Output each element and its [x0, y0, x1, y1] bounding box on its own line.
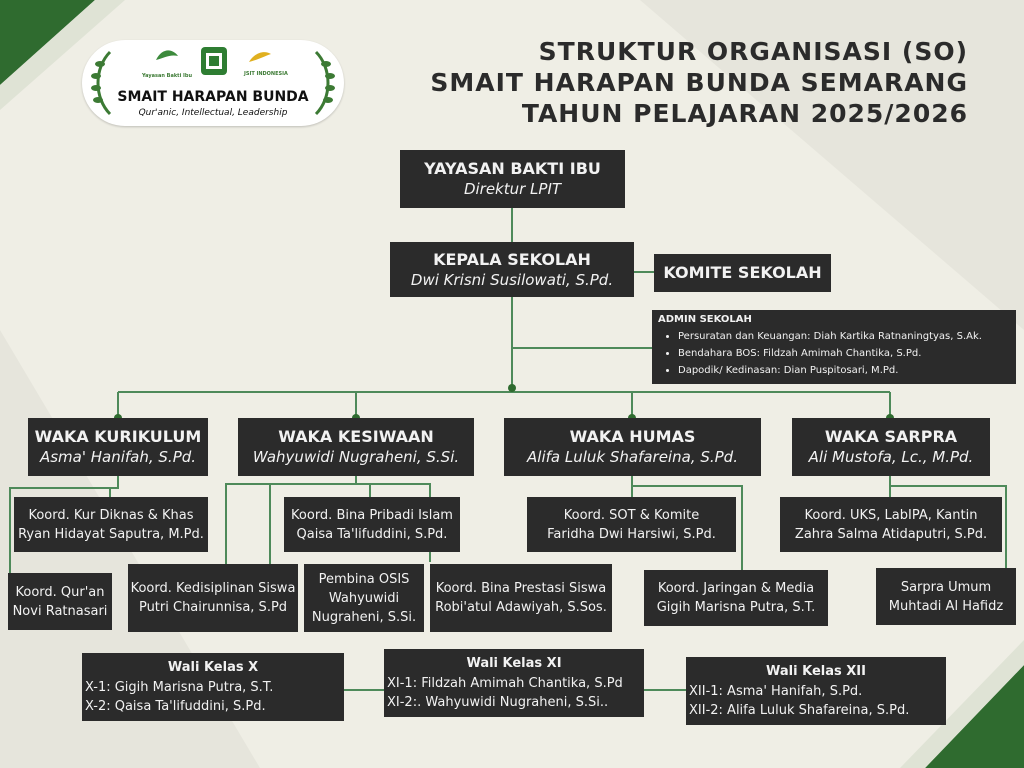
wali-kelas-xii-box: [686, 657, 946, 725]
admin-sekolah-list: [658, 328, 1010, 379]
waka-kurikulum-title: WAKA KURIKULUM: [34, 427, 202, 446]
koord-bina-pribadi-name: Qaisa Ta'lifuddini, S.Pd.: [296, 526, 448, 542]
waka-kesiswaan-title: WAKA KESIWAAN: [278, 427, 434, 446]
wali-kelas-xi-line: XI-2:. Wahyuwidi Nugraheni, S.Si..: [387, 695, 609, 710]
jsit-emblem-icon: [245, 46, 275, 70]
koord-prestasi-role: Koord. Bina Prestasi Siswa: [435, 581, 607, 596]
pembina-osis-role: Pembina OSIS: [318, 571, 410, 587]
yayasan-title: YAYASAN BAKTI IBU: [424, 159, 601, 178]
koord-kedisiplinan-role: Koord. Kedisiplinan Siswa: [130, 581, 296, 596]
waka-kesiswaan-name: Wahyuwidi Nugraheni, S.Si.: [252, 448, 460, 466]
admin-sekolah-box: [652, 310, 1016, 384]
koord-kedisiplinan-box: [128, 564, 298, 632]
pembina-osis-name-2: Nugraheni, S.Si.: [311, 609, 417, 625]
waka-humas-box: [504, 418, 761, 476]
page-title: [430, 36, 968, 129]
wali-kelas-x-line: X-1: Gigih Marisna Putra, S.T.: [85, 680, 274, 695]
admin-sekolah-title: ADMIN SEKOLAH: [658, 314, 752, 325]
koord-kurikulum-box: [14, 497, 208, 552]
wali-kelas-xi-title: Wali Kelas XI: [466, 656, 562, 671]
waka-sarpra-title: WAKA SARPRA: [824, 427, 958, 446]
sarpra-umum-name: Muhtadi Al Hafidz: [888, 598, 1004, 614]
wali-kelas-x-line: X-2: Qaisa Ta'lifuddini, S.Pd.: [85, 699, 266, 714]
koord-bina-pribadi-box: [284, 497, 460, 552]
school-logo-badge: [82, 40, 344, 126]
logo-yayasan-text: Yayasan Bakti Ibu: [142, 73, 193, 79]
kepala-sekolah-name: Dwi Krisni Susilowati, S.Pd.: [410, 270, 614, 289]
title-line-3: TAHUN PELAJARAN 2025/2026: [521, 99, 968, 128]
wali-kelas-xii-line: XII-1: Asma' Hanifah, S.Pd.: [689, 684, 863, 699]
yayasan-emblem-icon: [152, 46, 182, 70]
pembina-osis-name-1: Wahyuwidi: [328, 590, 400, 606]
waka-sarpra-box: [792, 418, 990, 476]
koord-bina-pribadi-role: Koord. Bina Pribadi Islam: [291, 507, 453, 523]
koord-kurikulum-role: Koord. Kur Diknas & Khas: [28, 507, 194, 523]
wali-kelas-xi-box: [384, 649, 644, 717]
yayasan-box: [400, 150, 625, 208]
yayasan-name: Direktur LPIT: [463, 180, 562, 198]
wali-kelas-xii-title: Wali Kelas XII: [766, 664, 866, 679]
sarpra-umum-role: Sarpra Umum: [900, 579, 992, 595]
koord-prestasi-name: Robi'atul Adawiyah, S.Sos.: [435, 600, 607, 615]
logo-tagline: Qur'anic, Intellectual, Leadership: [138, 108, 288, 118]
wali-kelas-xi-line: XI-1: Fildzah Amimah Chantika, S.Pd: [387, 676, 623, 691]
koord-jaringan-box: [644, 570, 828, 626]
koord-prestasi-box: [430, 564, 612, 632]
kepala-sekolah-title: KEPALA SEKOLAH: [433, 249, 591, 269]
koord-quran-name: Novi Ratnasari: [12, 603, 108, 619]
koord-sot-name: Faridha Dwi Harsiwi, S.Pd.: [547, 526, 716, 542]
waka-kurikulum-box: [28, 418, 208, 476]
koord-kedisiplinan-name: Putri Chairunnisa, S.Pd: [138, 600, 288, 615]
waka-humas-title: WAKA HUMAS: [569, 427, 696, 446]
sarpra-umum-box: [876, 568, 1016, 625]
koord-jaringan-name: Gigih Marisna Putra, S.T.: [656, 600, 816, 615]
koord-uks-name: Zahra Salma Atidaputri, S.Pd.: [794, 526, 988, 542]
waka-kurikulum-name: Asma' Hanifah, S.Pd.: [39, 448, 197, 466]
komite-sekolah-box: [654, 254, 831, 292]
waka-kesiswaan-box: [238, 418, 474, 476]
koord-uks-role: Koord. UKS, LabIPA, Kantin: [804, 507, 978, 523]
koord-quran-role: Koord. Qur'an: [15, 584, 105, 600]
koord-uks-box: [780, 497, 1002, 552]
admin-item: • Dapodik/ Kedinasan: Dian Puspitosari, M.Pd.: [678, 362, 1010, 379]
koord-jaringan-role: Koord. Jaringan & Media: [657, 581, 815, 596]
koord-sot-box: [527, 497, 736, 552]
connector-dots: [114, 384, 894, 422]
admin-item: • Bendahara BOS: Fildzah Amimah Chantika, S.Pd.: [678, 345, 1010, 362]
komite-sekolah-title: KOMITE SEKOLAH: [663, 263, 822, 282]
wali-kelas-x-box: [82, 653, 344, 721]
waka-humas-name: Alifa Luluk Shafareina, S.Pd.: [527, 448, 738, 466]
wali-kelas-x-title: Wali Kelas X: [167, 660, 259, 675]
koord-kurikulum-name: Ryan Hidayat Saputra, M.Pd.: [18, 526, 204, 542]
logo-jsit-text: JSIT INDONESIA: [244, 71, 288, 77]
logo-school-name: SMAIT HARAPAN BUNDA: [117, 89, 309, 105]
school-crest-icon: [199, 45, 229, 77]
pembina-osis-box: [304, 564, 424, 632]
admin-item: • Persuratan dan Keuangan: Diah Kartika Ratnaningtyas, S.Ak.: [678, 328, 1010, 345]
wali-kelas-xii-line: XII-2: Alifa Luluk Shafareina, S.Pd.: [689, 703, 910, 718]
waka-sarpra-name: Ali Mustofa, Lc., M.Pd.: [808, 448, 974, 466]
title-line-2: SMAIT HARAPAN BUNDA SEMARANG: [430, 68, 968, 97]
kepala-sekolah-box: [390, 242, 634, 297]
koord-sot-role: Koord. SOT & Komite: [563, 507, 700, 523]
title-line-1: STRUKTUR ORGANISASI (SO): [538, 37, 968, 66]
koord-quran-box: [8, 573, 112, 630]
